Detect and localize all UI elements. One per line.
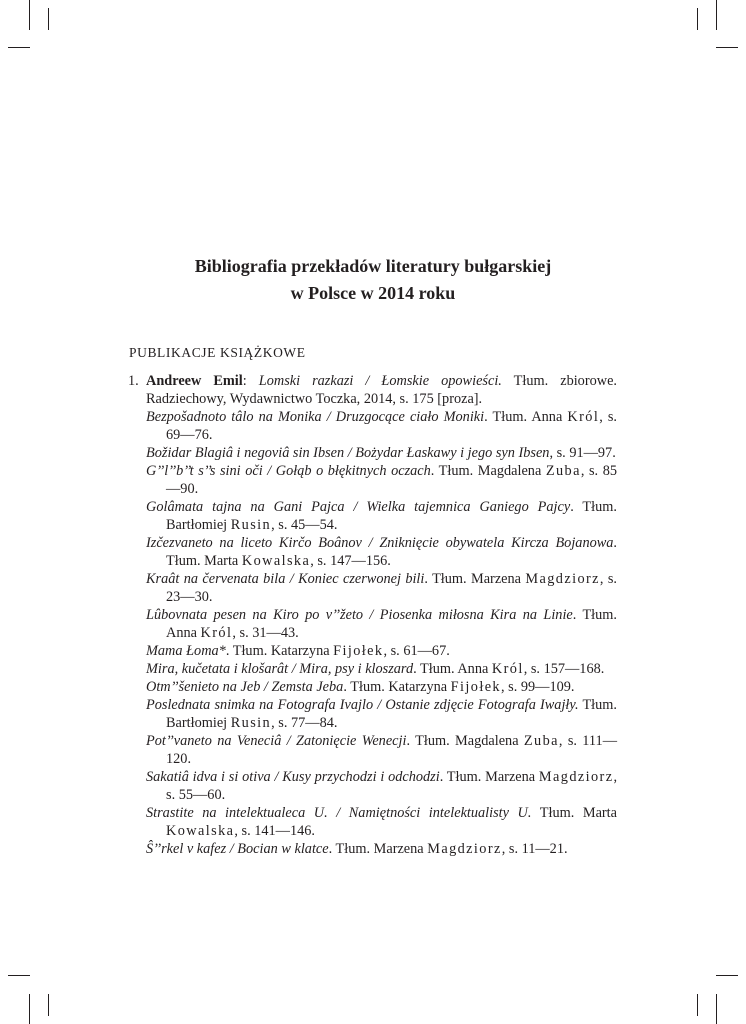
item-translator: Fijołek (333, 643, 384, 659)
crop-mark (48, 8, 49, 30)
item-post: , s. 61—67. (383, 643, 450, 659)
list-item (146, 408, 617, 444)
item-pre: . Tłum. Magdalena (406, 733, 524, 749)
crop-mark (697, 994, 698, 1016)
item-title: Strastite na intelektualeca U. / Namiętności intelektualisty U. (146, 805, 532, 821)
entry-title: Lomski razkazi / Łomskie opowieści. (258, 373, 502, 389)
page-title-line: w Polsce w 2014 roku (290, 283, 456, 303)
item-translator: Król (567, 409, 600, 425)
section-heading: PUBLIKACJE KSIĄŻKOWE (129, 345, 306, 360)
item-pre: . Tłum. Magdalena (430, 463, 546, 479)
list-item (146, 570, 617, 606)
item-title: Otm’’šenieto na Jeb / Zemsta Jeba (146, 679, 344, 695)
item-translator: Król (491, 661, 524, 677)
crop-mark (697, 8, 698, 30)
item-post: , s. 11—21. (501, 841, 568, 857)
item-pre: . Tłum. Katarzyna (225, 643, 334, 659)
list-item (146, 606, 617, 642)
item-post: , s. 141—146. (234, 823, 315, 839)
item-title: Izčezvaneto na liceto Kirčo Boânov / Zniknięcie obywatela Kircza Bojanowa (146, 535, 614, 551)
item-pre: , s. 91—97. (549, 445, 616, 461)
page-title-line: Bibliografia przekładów literatury bułgarskiej (194, 256, 552, 276)
list-item (146, 732, 617, 768)
entry-number: 1. (128, 373, 139, 389)
item-post: , s. 45—54. (271, 517, 338, 533)
entry-author: Andreew Emil (146, 373, 243, 389)
item-title: Kraât na červenata bila / Koniec czerwonej bili (146, 571, 425, 587)
item-translator: Zuba (523, 733, 559, 749)
crop-mark (29, 994, 30, 1024)
list-item (146, 660, 617, 678)
list-item (146, 804, 617, 840)
entry-details: Tłum. zbiorowe. Radziechowy, Wydawnictwo Toczka, 2014, s. 175 [proza]. (146, 373, 617, 407)
list-item (146, 444, 617, 462)
item-translator: Magdziorz (525, 571, 600, 587)
bibliography-list (128, 372, 618, 858)
item-title: Mama Łoma* (146, 643, 226, 659)
page-title (100, 253, 646, 307)
item-title: Golâmata tajna na Gani Pajca / Wielka tajemnica Ganiego Pajcy (146, 499, 571, 515)
item-translator: Zuba (545, 463, 581, 479)
crop-mark (8, 47, 30, 48)
item-pre: . Tłum. Anna (166, 607, 617, 641)
list-item (146, 768, 617, 804)
item-translator: Kowalska (241, 553, 311, 569)
item-title: Božidar Blagiâ i negoviâ sin Ibsen / Bożydar Łaskawy i jego syn Ibsen (146, 445, 550, 461)
item-title: Sakatiâ idva i si otiva / Kusy przychodzi i odchodzi (146, 769, 440, 785)
item-post: , s. 77—84. (271, 715, 338, 731)
item-post: , s. 147—156. (310, 553, 391, 569)
item-post: , s. 111—120. (166, 733, 617, 767)
list-item (146, 534, 617, 570)
item-post: , s. 31—43. (232, 625, 299, 641)
item-pre: . Tłum. Anna (413, 661, 492, 677)
item-translator: Magdziorz (538, 769, 614, 785)
item-title: Mira, kučetata i klošarât / Mira, psy i kloszard (146, 661, 414, 677)
item-translator: Rusin (230, 517, 272, 533)
item-title: Bezpošadnoto tâlo na Monika / Druzgocące ciało Moniki (146, 409, 485, 425)
item-pre: . Tłum. Marzena (424, 571, 526, 587)
crop-mark (716, 47, 738, 48)
list-item (146, 642, 617, 660)
item-pre: . Tłum. Anna (484, 409, 568, 425)
item-translator: Fijołek (450, 679, 501, 695)
item-title: Lûbovnata pesen na Kiro po v’’žeto / Piosenka miłosna Kira na Linie (146, 607, 573, 623)
item-pre: Tłum. Bartłomiej (166, 697, 617, 731)
item-post: , s. 99—109. (500, 679, 575, 695)
list-item (146, 840, 617, 858)
bibliography-entry (128, 372, 617, 408)
item-title: Poslednata snimka na Fotografa Ivajlo / Ostanie zdjęcie Fotografa Iwajły. (146, 697, 579, 713)
list-item (146, 498, 617, 534)
item-translator: Rusin (230, 715, 272, 731)
crop-mark (716, 994, 717, 1024)
item-pre: . Tłum. Bartłomiej (166, 499, 617, 533)
entry-colon: : (242, 373, 247, 389)
item-title: Pot’’vaneto na Veneciâ / Zatonięcie Wenecji (146, 733, 407, 749)
crop-mark (716, 0, 717, 30)
crop-mark (48, 994, 49, 1016)
item-title: Ŝ’’rkel v kafez / Bocian w klatce (146, 841, 329, 857)
item-post: , s. 55—60. (166, 769, 618, 803)
crop-mark (716, 975, 738, 976)
crop-mark (8, 975, 30, 976)
item-title: G’’l’’b’’t s’’s sini oči / Gołąb o błękitnych oczach (146, 463, 431, 479)
item-post: , s. 23—30. (166, 571, 618, 605)
item-post: , s. 85—90. (166, 463, 617, 497)
item-post: , s. 69—76. (166, 409, 617, 443)
list-item (146, 678, 617, 696)
item-post: , s. 157—168. (523, 661, 605, 677)
item-pre: . Tłum. Katarzyna (343, 679, 451, 695)
item-translator: Król (200, 625, 233, 641)
item-pre: . Tłum. Marzena (328, 841, 428, 857)
item-pre: Tłum. Marta (531, 805, 618, 821)
list-item (146, 696, 617, 732)
crop-mark (29, 0, 30, 30)
item-translator: Magdziorz (427, 841, 502, 857)
item-pre: . Tłum. Marzena (439, 769, 539, 785)
item-pre: . Tłum. Marta (166, 535, 617, 569)
list-item (146, 462, 617, 498)
item-translator: Kowalska (166, 823, 235, 839)
